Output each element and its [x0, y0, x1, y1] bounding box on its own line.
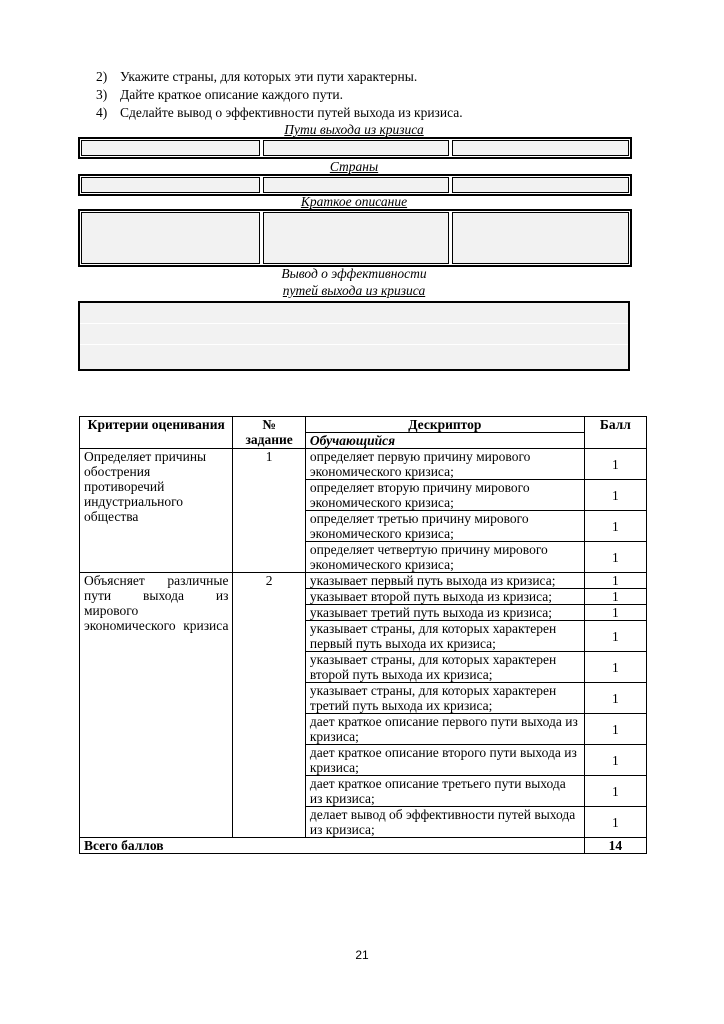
countries-cell[interactable] [263, 177, 449, 193]
task-item: 4) Сделайте вывод о эффективности путей выхода из кризиса. [96, 105, 463, 120]
description-cell[interactable] [452, 212, 629, 264]
header-learner: Обучающийся [305, 433, 584, 449]
task-number-cell: 2 [233, 573, 305, 838]
criterion-cell: Определяет причины обострения противоречий индустриального общества [80, 449, 233, 573]
score-cell: 1 [584, 449, 646, 480]
score-cell: 1 [584, 511, 646, 542]
criteria-table [79, 416, 647, 854]
description-caption: Краткое описание [300, 194, 408, 209]
conclusion-caption-1: Вывод о эффективности [281, 266, 427, 281]
score-cell: 1 [584, 776, 646, 807]
score-cell: 1 [584, 807, 646, 838]
descriptor-cell: указывает страны, для которых характерен первый путь выхода их кризиса; [305, 621, 584, 652]
score-cell: 1 [584, 573, 646, 589]
descriptor-cell: указывает страны, для которых характерен второй путь выхода их кризиса; [305, 652, 584, 683]
score-cell: 1 [584, 542, 646, 573]
header-descriptor: Дескриптор [305, 417, 584, 433]
score-cell: 1 [584, 589, 646, 605]
countries-row [78, 174, 632, 196]
header-task-no: № задание [233, 417, 305, 449]
descriptor-cell: дает краткое описание первого пути выхода из кризиса; [305, 714, 584, 745]
task-list [96, 68, 463, 122]
total-score: 14 [584, 838, 646, 854]
descriptor-cell: определяет третью причину мирового экономического кризиса; [305, 511, 584, 542]
score-cell: 1 [584, 480, 646, 511]
descriptor-cell: указывает страны, для которых характерен третий путь выхода их кризиса; [305, 683, 584, 714]
score-cell: 1 [584, 683, 646, 714]
descriptor-cell: дает краткое описание второго пути выхода из кризиса; [305, 745, 584, 776]
score-cell: 1 [584, 714, 646, 745]
descriptor-cell: указывает первый путь выхода из кризиса; [305, 573, 584, 589]
conclusion-box[interactable] [78, 301, 630, 371]
descriptor-cell: делает вывод об эффективности путей выхода из кризиса; [305, 807, 584, 838]
task-number-cell: 1 [233, 449, 305, 573]
table-row [80, 449, 647, 480]
divider [80, 323, 628, 324]
total-label: Всего баллов [80, 838, 585, 854]
description-row [78, 209, 632, 267]
countries-caption: Страны [329, 159, 379, 174]
ways-cell[interactable] [81, 140, 260, 156]
score-cell: 1 [584, 652, 646, 683]
divider [80, 344, 628, 345]
header-score: Балл [584, 417, 646, 449]
countries-cell[interactable] [452, 177, 629, 193]
descriptor-cell: определяет четвертую причину мирового экономического кризиса; [305, 542, 584, 573]
criterion-cell: Объясняет различные пути выхода из мирового экономического кризиса [80, 573, 233, 838]
descriptor-cell: определяет первую причину мирового экономического кризиса; [305, 449, 584, 480]
page-number: 21 [355, 948, 369, 962]
descriptor-cell: определяет вторую причину мирового экономического кризиса; [305, 480, 584, 511]
table-row [80, 573, 647, 589]
header-criteria: Критерии оценивания [80, 417, 233, 449]
score-cell: 1 [584, 745, 646, 776]
score-cell: 1 [584, 605, 646, 621]
score-cell: 1 [584, 621, 646, 652]
task-item: 2) Укажите страны, для которых эти пути характерны. [96, 69, 418, 84]
ways-caption: Пути выхода из кризиса [284, 122, 424, 137]
countries-cell[interactable] [81, 177, 260, 193]
ways-row [78, 137, 632, 159]
total-row [80, 838, 647, 854]
descriptor-cell: указывает третий путь выхода из кризиса; [305, 605, 584, 621]
ways-cell[interactable] [263, 140, 449, 156]
descriptor-cell: указывает второй путь выхода из кризиса; [305, 589, 584, 605]
description-cell[interactable] [263, 212, 449, 264]
descriptor-cell: дает краткое описание третьего пути выхода из кризиса; [305, 776, 584, 807]
conclusion-caption-2: путей выхода из кризиса [282, 283, 426, 298]
description-cell[interactable] [81, 212, 260, 264]
ways-cell[interactable] [452, 140, 629, 156]
task-item: 3) Дайте краткое описание каждого пути. [96, 87, 343, 102]
